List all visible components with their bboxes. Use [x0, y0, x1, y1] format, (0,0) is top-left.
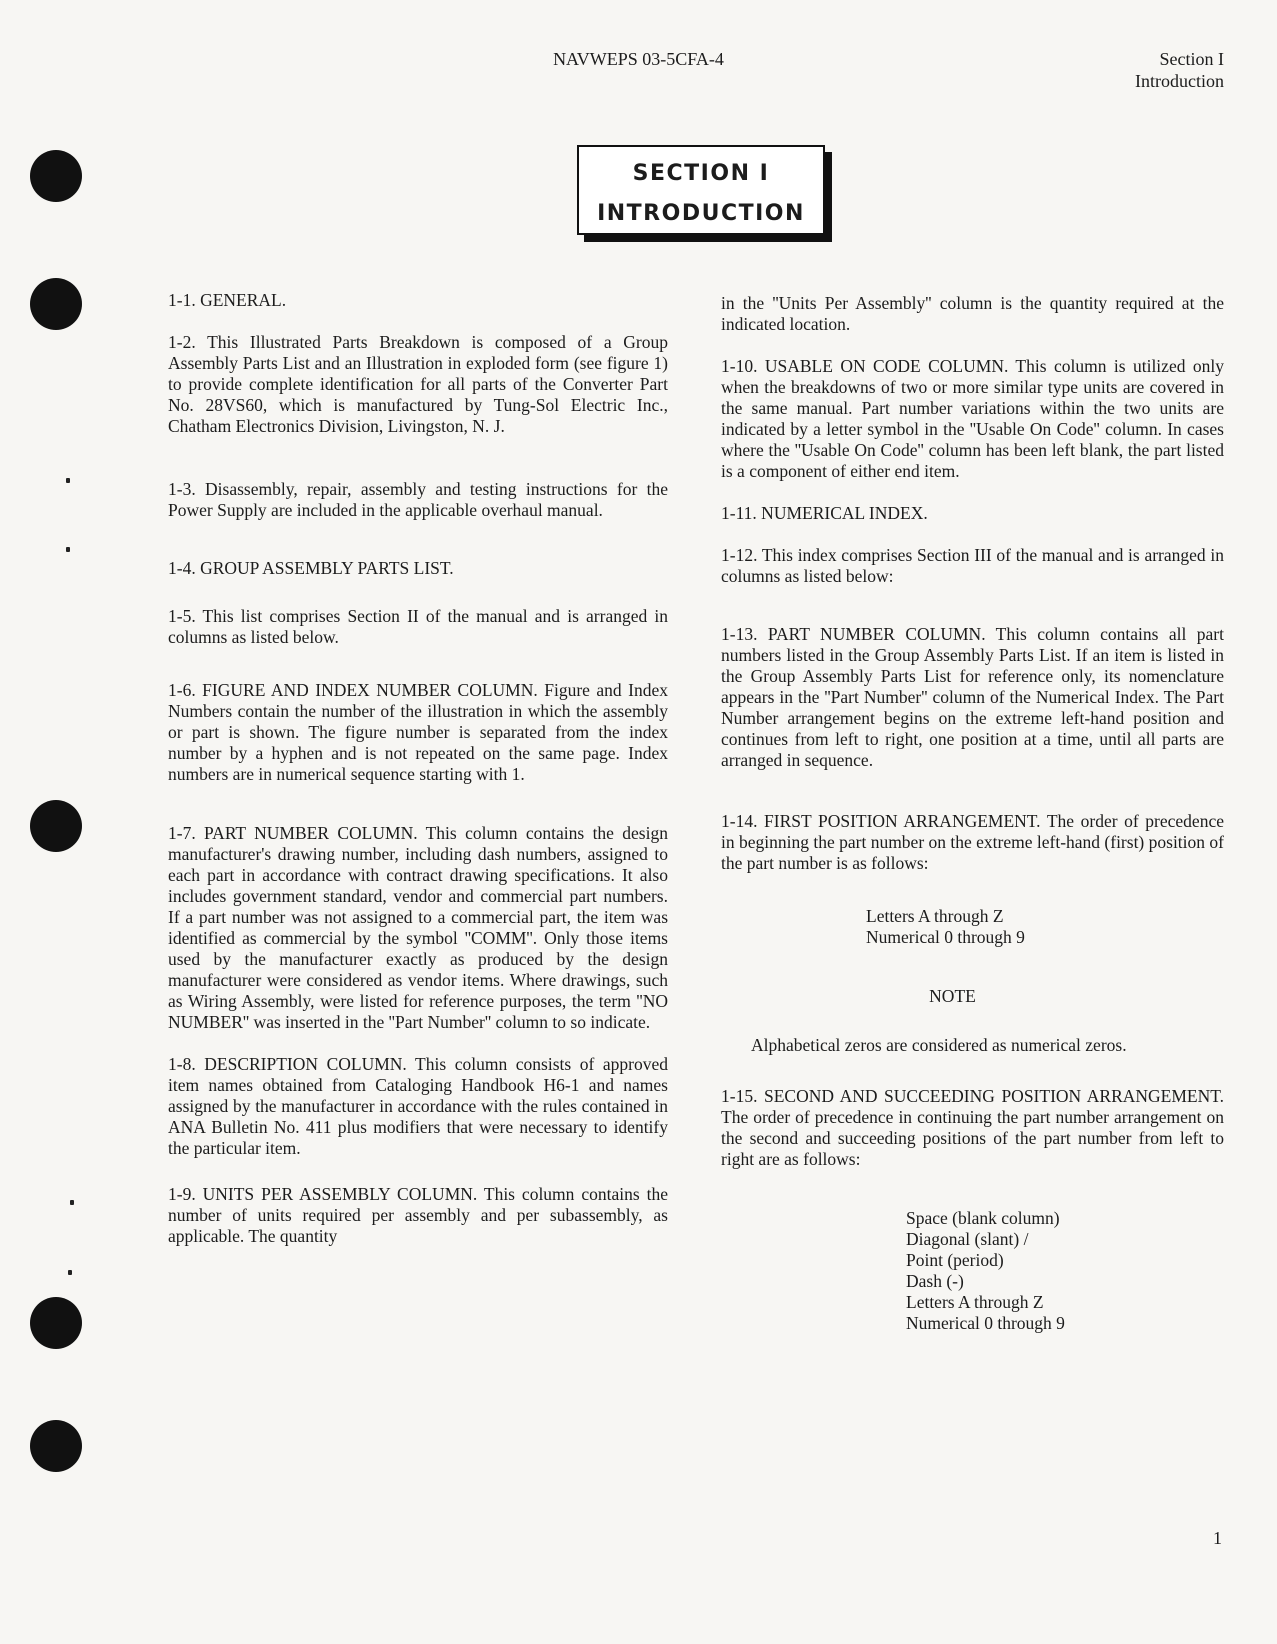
paragraph: 1-3. Disassembly, repair, assembly and testing instructions for the Power Supply are included in the applicable overhaul manual. [168, 479, 668, 520]
list-item: Diagonal (slant) / [906, 1229, 1029, 1249]
binder-hole [30, 1420, 82, 1472]
paragraph: 1-9. UNITS PER ASSEMBLY COLUMN. This column contains the number of units required per assembly and per subassembly, as applicable. The quantity [168, 1184, 668, 1246]
list-item: Numerical 0 through 9 [906, 1313, 1065, 1333]
section-header [1135, 48, 1224, 92]
paragraph: 1-12. This index comprises Section III of the manual and is arranged in columns as listed below: [721, 545, 1224, 586]
second-position-list [721, 1208, 1224, 1334]
section-label: Section I [1159, 49, 1224, 69]
paragraph: 1-2. This Illustrated Parts Breakdown is composed of a Group Assembly Parts List and an Illustration in exploded form (see figure 1) to provide complete identification for all parts of the Converter Part No. 28VS60, which is manufactured by Tung-Sol Electric Inc., Chatham Electronics Division, Livingston, N. J. [168, 332, 668, 436]
paragraph: 1-14. FIRST POSITION ARRANGEMENT. The order of precedence in beginning the part number on the extreme left-hand (first) position of the part number is as follows: [721, 811, 1224, 873]
paragraph: 1-11. NUMERICAL INDEX. [721, 503, 928, 523]
paragraph: in the ''Units Per Assembly'' column is the quantity required at the indicated location. [721, 293, 1224, 334]
paragraph: 1-1. GENERAL. [168, 290, 287, 310]
scan-speck [68, 1270, 72, 1275]
section-name: Introduction [1135, 71, 1224, 91]
binder-hole [30, 150, 82, 202]
left-column [168, 290, 668, 1268]
list-item: Numerical 0 through 9 [866, 927, 1025, 947]
paragraph: 1-5. This list comprises Section II of the manual and is arranged in columns as listed below. [168, 606, 668, 647]
list-item: Point (period) [906, 1250, 1004, 1270]
scan-speck [66, 547, 70, 552]
scan-speck [66, 478, 70, 483]
binder-hole [30, 278, 82, 330]
list-item: Letters A through Z [906, 1292, 1044, 1312]
section-title-box [577, 145, 825, 235]
document-number: NAVWEPS 03-5CFA-4 [553, 49, 724, 69]
note-text: Alphabetical zeros are considered as numerical zeros. [751, 1035, 1127, 1055]
paragraph: 1-10. USABLE ON CODE COLUMN. This column is utilized only when the breakdowns of two or more similar type units are covered in the same manual. Part number variations within the two units are indicated by a letter symbol in the ''Usable On Code'' column. In cases where the ''Usable On Code'' column has been left blank, the part listed is a component of either end item. [721, 356, 1224, 481]
section-title-line1: SECTION I [632, 161, 770, 186]
page-number: 1 [1213, 1528, 1222, 1548]
list-item: Letters A through Z [866, 906, 1004, 926]
paragraph: 1-8. DESCRIPTION COLUMN. This column consists of approved item names obtained from Cataloging Handbook H6-1 and names assigned by the manufacturer in accordance with the rules contained in ANA Bulletin No. 411 plus modifiers that were necessary to identify the particular item. [168, 1054, 668, 1158]
first-position-list [721, 906, 1224, 948]
list-item: Space (blank column) [906, 1208, 1060, 1228]
list-item: Dash (-) [906, 1271, 964, 1291]
paragraph: 1-4. GROUP ASSEMBLY PARTS LIST. [168, 558, 454, 578]
right-column [721, 293, 1224, 1355]
paragraph: 1-15. SECOND AND SUCCEEDING POSITION ARRANGEMENT. The order of precedence in continuing the part number arrangement on the second and succeeding positions of the part number from left to right are as follows: [721, 1086, 1224, 1169]
scan-speck [70, 1200, 74, 1205]
note-label: NOTE [929, 986, 976, 1006]
paragraph: 1-6. FIGURE AND INDEX NUMBER COLUMN. Figure and Index Numbers contain the number of the illustration in which the assembly or part is shown. The figure number is separated from the index number by a hyphen and is not repeated on the same page. Index numbers are in numerical sequence starting with 1. [168, 680, 668, 784]
section-title-line2: INTRODUCTION [597, 201, 805, 226]
paragraph: 1-7. PART NUMBER COLUMN. This column contains the design manufacturer's drawing number, including dash numbers, assigned to each part in accordance with contract drawing specifications. It also includes government standard, vendor and commercial part numbers. If a part number was not assigned to a commercial part, the item was identified as commercial by the symbol ''COMM''. Only those items used by the manufacturer exactly as produced by the design manufacturer were considered as vendor items. Where drawings, such as Wiring Assembly, were listed for reference purposes, the term ''NO NUMBER'' was inserted in the ''Part Number'' column to so indicate. [168, 823, 668, 1032]
binder-hole [30, 1297, 82, 1349]
binder-hole [30, 800, 82, 852]
paragraph: 1-13. PART NUMBER COLUMN. This column contains all part numbers listed in the Group Assembly Parts List. If an item is listed in the Group Assembly Parts List for reference only, its nomenclature appears in the ''Part Number'' column of the Numerical Index. The Part Number arrangement begins on the extreme left-hand position and continues from left to right, one position at a time, until all parts are arranged in sequence. [721, 624, 1224, 770]
